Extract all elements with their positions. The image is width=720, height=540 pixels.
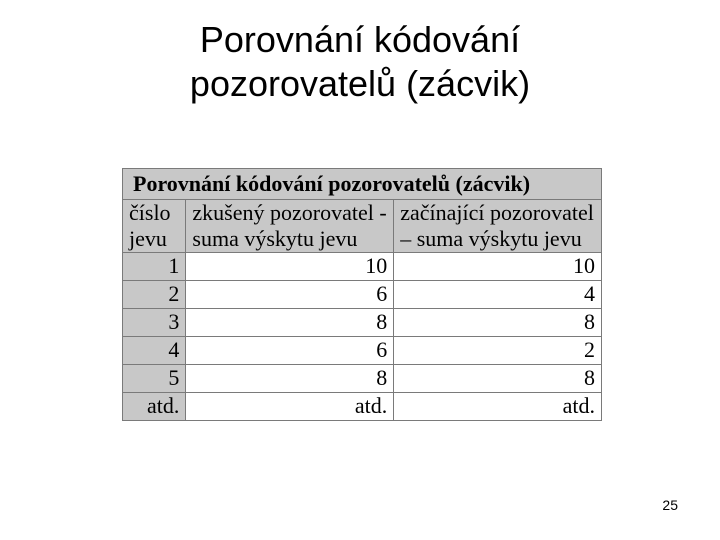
cell-experienced-sum: atd.: [186, 393, 394, 421]
table-row: [123, 281, 602, 309]
cell-beginner-sum: atd.: [394, 393, 602, 421]
slide-title: [60, 18, 660, 106]
cell-experienced-sum: 10: [186, 253, 394, 281]
table-caption-row: [123, 169, 602, 200]
cell-beginner-sum: 8: [394, 365, 602, 393]
cell-beginner-sum: 4: [394, 281, 602, 309]
table-row: [123, 309, 602, 337]
table-row: [123, 337, 602, 365]
cell-experienced-sum: 6: [186, 337, 394, 365]
cell-experienced-sum: 6: [186, 281, 394, 309]
cell-experienced-sum: 8: [186, 365, 394, 393]
table-row: [123, 393, 602, 421]
header-experienced-observer: zkušený pozorovatel - suma výskytu jevu: [186, 200, 394, 253]
cell-beginner-sum: 8: [394, 309, 602, 337]
cell-event-number: 5: [123, 365, 186, 393]
table-caption: Porovnání kódování pozorovatelů (zácvik): [123, 169, 602, 200]
header-event-number: číslo jevu: [123, 200, 186, 253]
cell-event-number: atd.: [123, 393, 186, 421]
cell-event-number: 1: [123, 253, 186, 281]
cell-event-number: 4: [123, 337, 186, 365]
table-header-row: [123, 200, 602, 253]
table-row: [123, 365, 602, 393]
page-number: 25: [662, 497, 678, 513]
comparison-table: [122, 168, 602, 421]
cell-event-number: 3: [123, 309, 186, 337]
cell-experienced-sum: 8: [186, 309, 394, 337]
cell-beginner-sum: 10: [394, 253, 602, 281]
slide-title-line-1: Porovnání kódování: [199, 19, 521, 60]
slide-title-line-2: pozorovatelů (zácvik): [189, 63, 531, 104]
header-beginner-observer: začínající pozorovatel – suma výskytu jevu: [394, 200, 602, 253]
table-row: [123, 253, 602, 281]
cell-beginner-sum: 2: [394, 337, 602, 365]
cell-event-number: 2: [123, 281, 186, 309]
